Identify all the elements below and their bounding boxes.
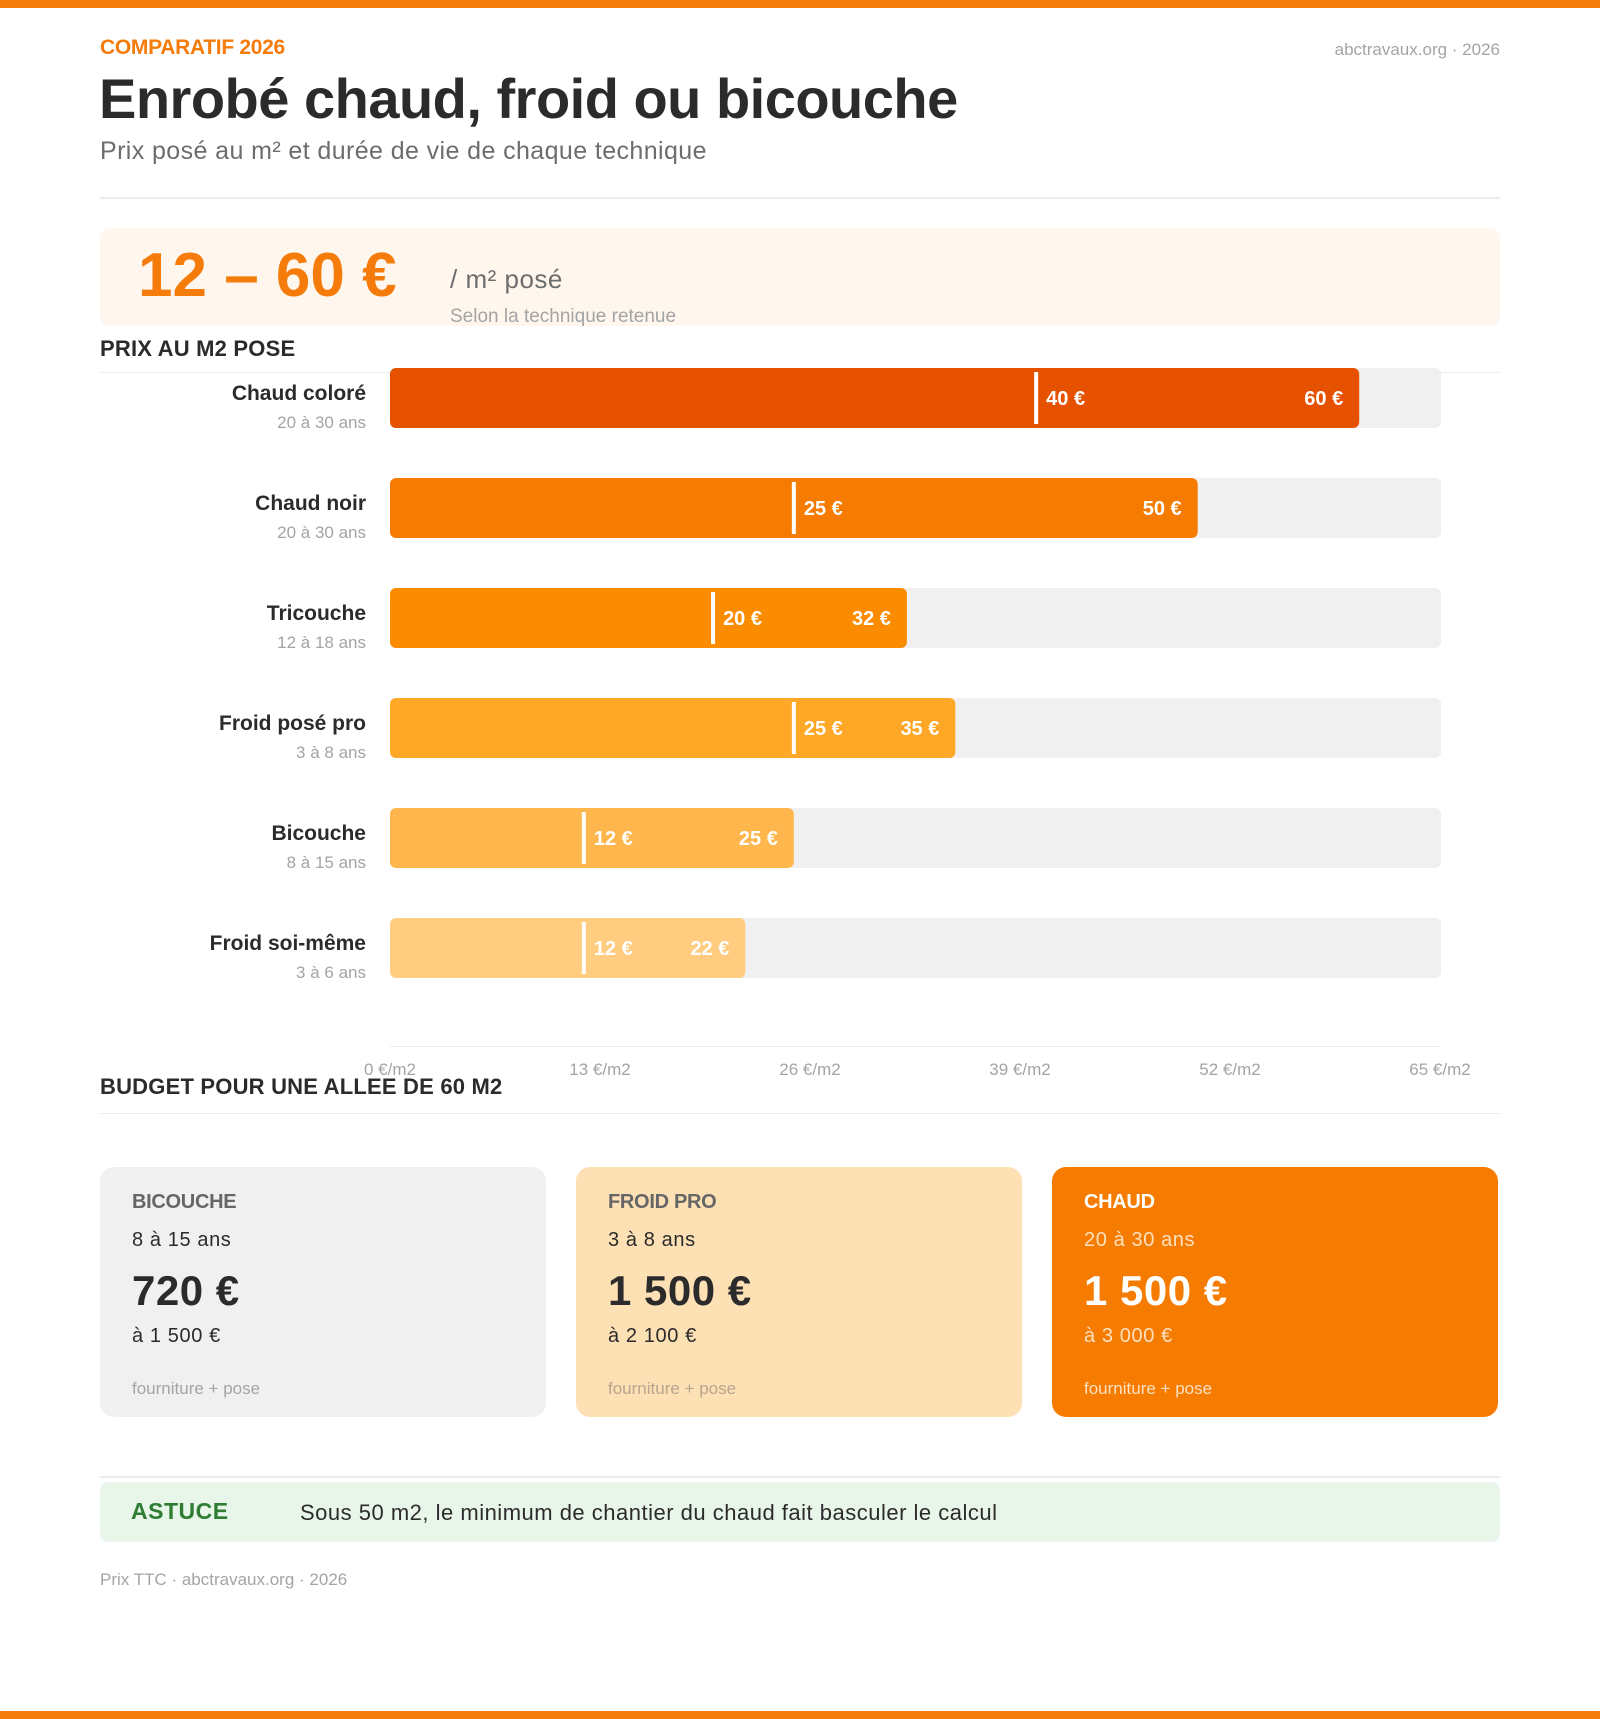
bar-max-label: 32 € <box>851 608 891 630</box>
tip-box <box>100 1482 1500 1542</box>
page-subtitle: Prix posé au m² et durée de vie de chaque technique <box>100 137 707 165</box>
x-axis-line <box>390 1046 1441 1047</box>
category-lifespan: 20 à 30 ans <box>277 523 366 542</box>
footer-source: Prix TTC · abctravaux.org · 2026 <box>100 1570 348 1589</box>
bar-min-marker <box>582 812 586 864</box>
card-price-max: à 1 500 € <box>132 1325 221 1347</box>
card-price-max: à 3 000 € <box>1084 1325 1173 1347</box>
x-tick-label: 39 €/m2 <box>989 1060 1051 1079</box>
card-lifespan: 8 à 15 ans <box>132 1229 232 1251</box>
category-lifespan: 3 à 8 ans <box>296 743 366 762</box>
budget-card-chaud <box>1052 1167 1498 1417</box>
bar-min-label: 25 € <box>803 718 843 740</box>
card-lifespan: 3 à 8 ans <box>608 1229 696 1251</box>
category-lifespan: 3 à 6 ans <box>296 963 366 982</box>
bar-max-label: 50 € <box>1142 498 1182 520</box>
category-label: Tricouche <box>266 602 366 625</box>
bottom-accent-bar <box>0 1711 1600 1719</box>
chart-section-title: PRIX AU M2 POSE <box>100 336 296 361</box>
card-price-max: à 2 100 € <box>608 1325 697 1347</box>
card-label: FROID PRO <box>608 1191 717 1213</box>
card-lifespan: 20 à 30 ans <box>1084 1229 1196 1251</box>
bar-min-label: 12 € <box>593 828 633 850</box>
kicker: COMPARATIF 2026 <box>100 36 285 59</box>
bar-max-label: 60 € <box>1304 388 1344 410</box>
category-label: Chaud noir <box>255 492 366 515</box>
category-lifespan: 12 à 18 ans <box>277 633 366 652</box>
bar-min-label: 40 € <box>1046 388 1086 410</box>
price-range-value: 12 – 60 € <box>138 241 397 310</box>
category-label: Bicouche <box>271 822 366 845</box>
category-label: Froid soi-même <box>209 932 366 955</box>
bar-max-label: 25 € <box>738 828 778 850</box>
page-title: Enrobé chaud, froid ou bicouche <box>99 67 958 130</box>
card-note: fourniture + pose <box>608 1379 737 1398</box>
category-lifespan: 8 à 15 ans <box>286 853 366 872</box>
bar-fill <box>390 588 907 648</box>
bar-min-marker <box>792 702 796 754</box>
x-tick-label: 26 €/m2 <box>779 1060 841 1079</box>
card-label: CHAUD <box>1084 1191 1155 1213</box>
card-note: fourniture + pose <box>132 1379 261 1398</box>
x-tick-label: 52 €/m2 <box>1199 1060 1261 1079</box>
price-range-unit: / m² posé <box>450 264 563 294</box>
bar-min-marker <box>711 592 715 644</box>
card-label: BICOUCHE <box>132 1191 237 1213</box>
bar-fill <box>390 698 955 758</box>
bar-min-marker <box>582 922 586 974</box>
budget-cards <box>100 1167 1500 1417</box>
card-note: fourniture + pose <box>1084 1379 1213 1398</box>
card-price: 720 € <box>132 1267 240 1314</box>
bar-fill <box>390 368 1359 428</box>
tip-text: Sous 50 m2, le minimum de chantier du chaud fait basculer le calcul <box>300 1500 998 1525</box>
bar-min-label: 20 € <box>723 608 763 630</box>
bar-max-label: 35 € <box>900 718 940 740</box>
card-price: 1 500 € <box>1084 1267 1228 1314</box>
x-tick-label: 13 €/m2 <box>569 1060 631 1079</box>
budget-section-rule <box>100 1113 1500 1114</box>
category-label: Froid posé pro <box>219 712 366 735</box>
source-label: abctravaux.org · 2026 <box>1334 40 1500 59</box>
bar-max-label: 22 € <box>690 938 730 960</box>
card-price: 1 500 € <box>608 1267 752 1314</box>
bar-fill <box>390 808 794 868</box>
x-tick-label: 65 €/m2 <box>1409 1060 1471 1079</box>
category-lifespan: 20 à 30 ans <box>277 413 366 432</box>
bar-min-marker <box>1034 372 1038 424</box>
budget-card-bicouche <box>100 1167 546 1417</box>
budget-card-froid-pro <box>576 1167 1022 1417</box>
bar-min-marker <box>792 482 796 534</box>
bar-min-label: 12 € <box>593 938 633 960</box>
tip-divider <box>100 1476 1500 1478</box>
x-tick-label: 0 €/m2 <box>364 1060 416 1079</box>
bar-min-label: 25 € <box>803 498 843 520</box>
tip-label: ASTUCE <box>131 1498 229 1524</box>
budget-section-title: BUDGET POUR UNE ALLEE DE 60 M2 <box>100 1074 503 1099</box>
price-range-note: Selon la technique retenue <box>450 306 677 327</box>
category-label: Chaud coloré <box>231 382 366 405</box>
